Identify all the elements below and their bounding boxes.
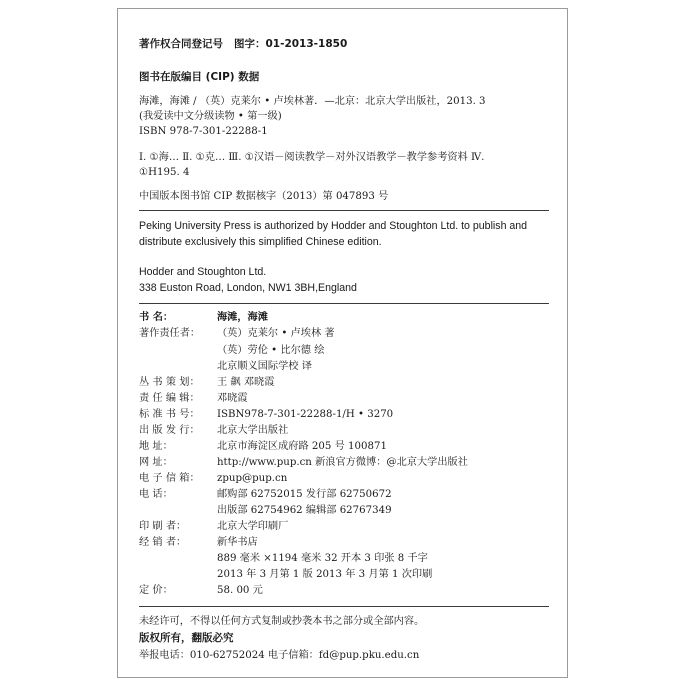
rights-reserved: 版权所有，翻版必究 [139,632,234,644]
address-value: 北京市海淀区成府路 205 号 100871 [217,441,387,452]
cip-title: 图书在版编目 (CIP) 数据 [139,71,260,83]
printer-label: 印 刷 者： [139,521,187,532]
issuer-value: 北京大学出版社 [217,425,289,436]
divider-2 [139,303,549,304]
dealer-label: 经 销 者： [139,537,187,548]
cip-number: 中国版本图书馆 CIP 数据核字（2013）第 047893 号 [139,191,389,202]
contract-line [139,38,347,51]
editor-value: 邓晓霞 [217,393,248,404]
issuer-label: 出 版 发 行： [139,425,200,436]
editor-label: 责 任 编 辑： [139,393,200,404]
price-value: 58. 00 元 [217,585,263,596]
standard-number-label: 标 准 书 号： [139,409,200,420]
phone-line-1: 邮购部 62752015 发行部 62750672 [217,489,392,500]
cip-isbn: ISBN 978-7-301-22288-1 [139,126,268,137]
uk-publisher-name: Hodder and Stoughton Ltd. [139,266,267,278]
series-planner-value: 王 飙 邓晓霞 [217,377,275,388]
author-writer: （英）克莱尔 • 卢埃林 著 [217,328,335,339]
author-translator: 北京顺义国际学校 译 [217,361,312,372]
cip-line-1: 海滩，海滩 / （英）克莱尔 • 卢埃林著．—北京：北京大学出版社，2013. 3 [139,96,486,107]
book-title-value: 海滩，海滩 [217,312,268,323]
report-contact: 举报电话：010-62752024 电子信箱：fd@pup.pku.edu.cn [139,650,420,661]
format-line: 889 毫米 ×1194 毫米 32 开本 3 印张 8 千字 [217,553,428,564]
book-title-label: 书 名： [139,312,174,323]
contract-label: 著作权合同登记号 [139,38,223,50]
website-value: http://www.pup.cn 新浪官方微博：@北京大学出版社 [217,457,468,468]
author-illustrator: （英）劳伦 • 比尔德 绘 [217,345,325,356]
email-value: zpup@pup.cn [217,473,288,484]
website-label: 网 址： [139,457,173,468]
phone-label: 电 话： [139,489,173,500]
address-label: 地 址： [139,441,173,452]
divider-3 [139,606,549,607]
phone-line-2: 出版部 62754962 编辑部 62767349 [217,505,392,516]
authorization-line-2: distribute exclusively this simplified Chinese edition. [139,236,382,248]
email-label: 电 子 信 箱： [139,473,200,484]
edition-line: 2013 年 3 月第 1 版 2013 年 3 月第 1 次印刷 [217,569,433,580]
dealer-value: 新华书店 [217,537,258,548]
cip-subjects-1: Ⅰ. ①海… Ⅱ. ①克… Ⅲ. ①汉语－阅读教学－对外汉语教学－教学参考资料 Ⅳ. [139,152,485,163]
reproduction-notice: 未经许可，不得以任何方式复制或抄袭本书之部分或全部内容。 [139,616,425,627]
contract-number: 图字：01-2013-1850 [233,38,348,50]
cip-subjects-2: ①H195. 4 [139,167,190,178]
authors-label: 著作责任者： [139,328,201,339]
cip-line-2: (我爱读中文分级读物 • 第一级) [139,111,282,122]
divider-1 [139,210,549,211]
uk-publisher-address: 338 Euston Road, London, NW1 3BH,England [139,282,357,294]
authorization-line-1: Peking University Press is authorized by Hodder and Stoughton Ltd. to publish and [139,220,528,232]
printer-value: 北京大学印刷厂 [217,521,289,532]
standard-number-value: ISBN978-7-301-22288-1/H • 3270 [217,409,394,420]
series-planner-label: 丛 书 策 划： [139,377,200,388]
price-label: 定 价： [139,585,173,596]
